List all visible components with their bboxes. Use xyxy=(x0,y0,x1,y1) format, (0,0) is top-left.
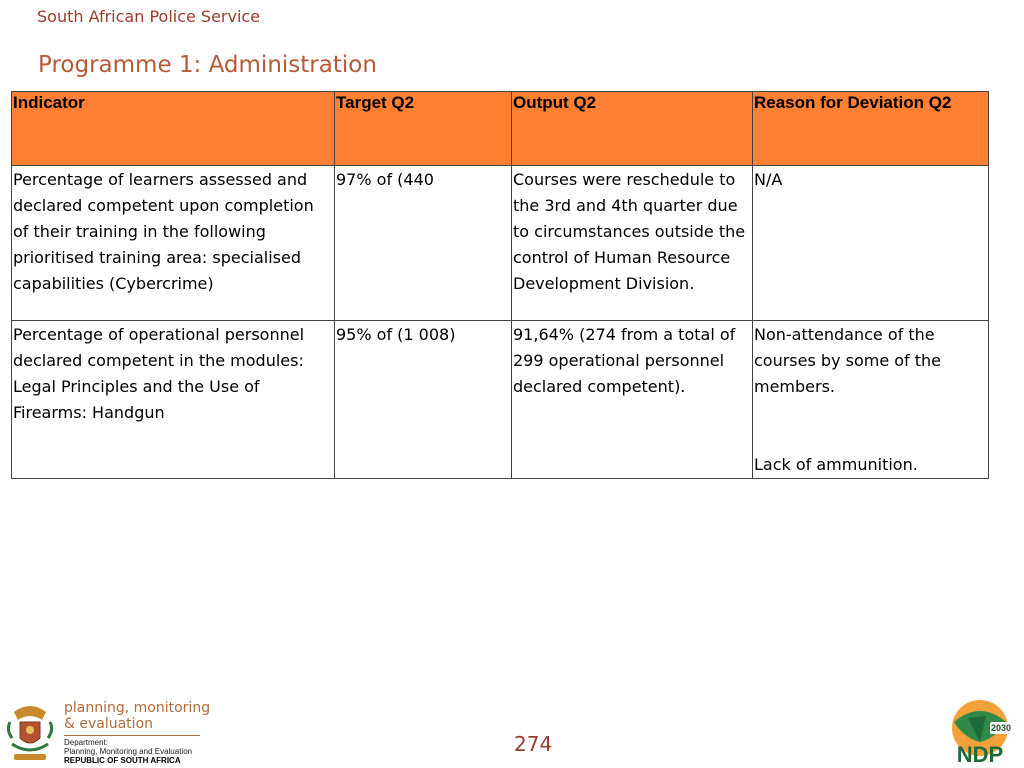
dpme-logo-divider xyxy=(64,735,200,736)
dpme-logo xyxy=(4,700,211,766)
reason-text: Non-attendance of the courses by some of the members. xyxy=(754,325,942,396)
dpme-country: REPUBLIC OF SOUTH AFRICA xyxy=(64,756,181,765)
coat-of-arms-icon xyxy=(4,700,56,766)
reason-extra-text: Lack of ammunition. xyxy=(754,455,918,474)
column-header-reason: Reason for Deviation Q2 xyxy=(753,92,989,166)
page-title: Programme 1: Administration xyxy=(38,52,377,78)
table-header-row xyxy=(12,92,989,166)
ndp-logo-icon xyxy=(946,698,1016,766)
dpme-department xyxy=(64,738,192,756)
output-cell: Courses were reschedule to the 3rd and 4th quarter due to circumstances outside the control of Human Resource Development Division. xyxy=(512,166,753,321)
indicator-table xyxy=(11,91,989,479)
column-header-output: Output Q2 xyxy=(512,92,753,166)
table-row xyxy=(12,321,989,479)
column-header-target: Target Q2 xyxy=(335,92,512,166)
ndp-logo-year: 2030 xyxy=(990,723,1012,733)
dpme-logo-line1: planning, monitoring xyxy=(64,700,211,716)
organisation-name: South African Police Service xyxy=(37,7,261,26)
reason-cell xyxy=(753,321,989,479)
output-cell: 91,64% (274 from a total of 299 operational personnel declared competent). xyxy=(512,321,753,479)
reason-text: N/A xyxy=(754,170,783,189)
page-number: 274 xyxy=(514,732,553,756)
table-row xyxy=(12,166,989,321)
dpme-department-name: Planning, Monitoring and Evaluation xyxy=(64,747,193,756)
dpme-logo-line2: & evaluation xyxy=(64,716,154,732)
indicator-cell: Percentage of operational personnel declared competent in the modules: Legal Principles and the Use of Firearms: Handgun xyxy=(12,321,335,479)
column-header-indicator: Indicator xyxy=(12,92,335,166)
dpme-department-label: Department: xyxy=(64,738,109,747)
ndp-logo-text: NDP xyxy=(956,742,1004,766)
target-cell: 95% of (1 008) xyxy=(335,321,512,479)
indicator-cell: Percentage of learners assessed and declared competent upon completion of their training in the following prioritised training area: specialised capabilities (Cybercrime) xyxy=(12,166,335,321)
reason-cell xyxy=(753,166,989,321)
target-cell: 97% of (440 xyxy=(335,166,512,321)
